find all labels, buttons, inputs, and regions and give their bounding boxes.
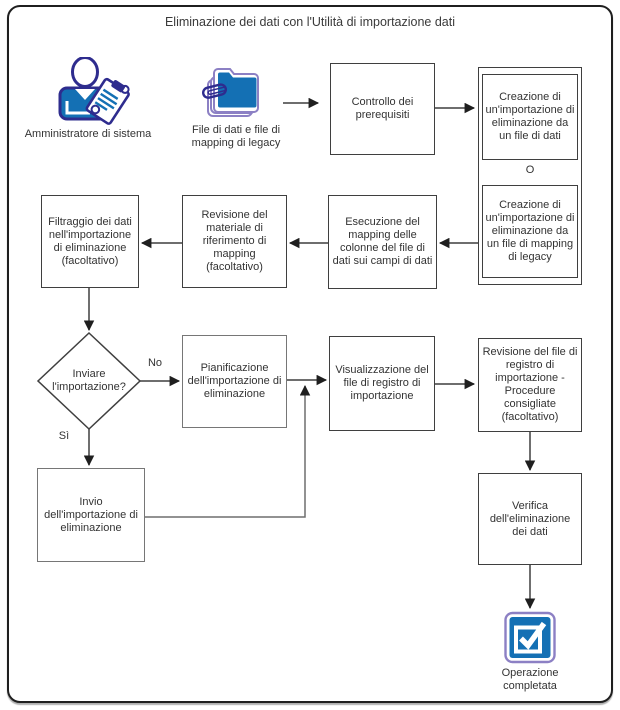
person-clipboard-icon (52, 57, 132, 127)
checkbox-done-icon (504, 611, 556, 664)
flow-box-invio: Invio dell'importazione di eliminazione (37, 468, 145, 562)
flow-box-esecuzione-mapping: Esecuzione del mapping delle colonne del file di dati sui campi di dati (328, 195, 437, 289)
flow-box-pianificazione: Pianificazione dell'importazione di eliminazione (182, 335, 287, 428)
or-label: O (525, 164, 535, 176)
flow-box-revisione-registro: Revisione del file di registro di importazione - Procedure consigliate (facoltativo) (478, 338, 582, 432)
admin-label: Amministratore di sistema (24, 128, 152, 140)
decision-diamond-label: Inviare l'importazione? (52, 368, 126, 393)
flow-box-creazione-da-mapping-legacy: Creazione di un'importazione di eliminazione da un file di mapping di legacy (482, 185, 578, 278)
page-title: Eliminazione dei dati con l'Utilità di importazione dati (164, 15, 456, 29)
si-branch-label: Sì (58, 430, 70, 442)
folder-paperclip-icon (202, 62, 266, 122)
flow-box-visualizzazione: Visualizzazione del file di registro di importazione (329, 336, 435, 431)
flow-box-creazione-da-file-dati: Creazione di un'importazione di eliminazione da un file di dati (482, 74, 578, 160)
flow-box-filtraggio: Filtraggio dei dati nell'importazione di eliminazione (facoltativo) (41, 195, 139, 288)
no-branch-label: No (147, 357, 163, 369)
flow-box-revisione-materiale: Revisione del materiale di riferimento di mapping (facoltativo) (182, 195, 287, 288)
flow-box-verifica: Verifica dell'eliminazione dei dati (478, 473, 582, 565)
flow-box-prerequisiti: Controllo dei prerequisiti (330, 63, 435, 155)
completata-label: Operazione completata (501, 667, 559, 692)
files-label: File di dati e file di mapping di legacy (191, 124, 281, 149)
